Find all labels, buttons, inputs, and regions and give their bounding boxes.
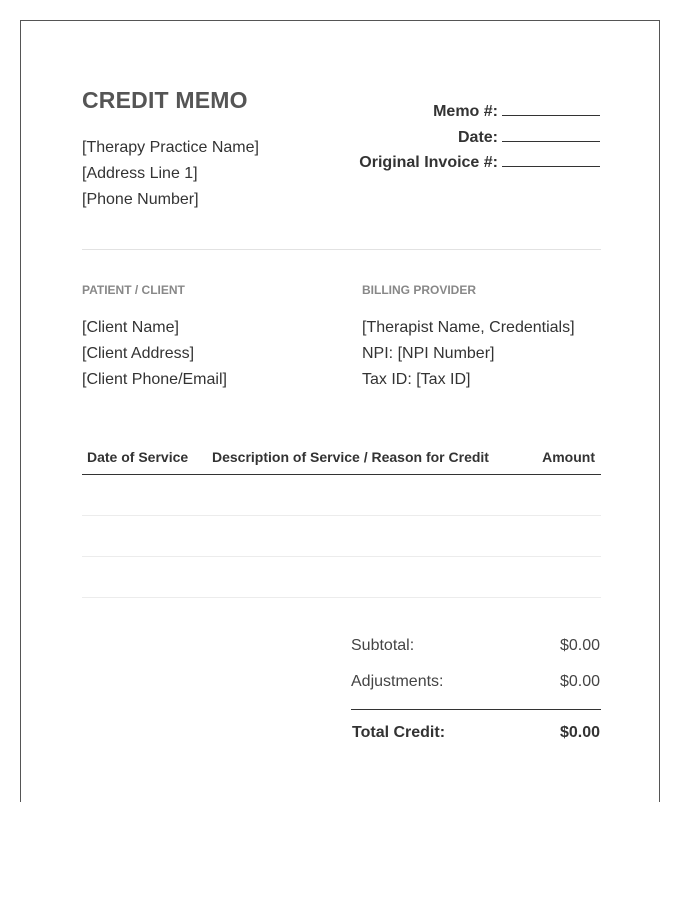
client-name: [Client Name] [82, 319, 179, 336]
memo-date-label: Date: [457, 129, 498, 146]
memo-number-field [300, 101, 600, 121]
subtotal-label: Subtotal: [351, 637, 415, 654]
table-row[interactable] [82, 475, 601, 515]
practice-name: [Therapy Practice Name] [82, 139, 259, 156]
original-invoice-label: Original Invoice #: [359, 154, 498, 171]
credit-memo-page [20, 20, 660, 802]
provider-npi: NPI: [NPI Number] [362, 345, 495, 362]
total-rule [351, 709, 601, 710]
practice-phone: [Phone Number] [82, 191, 199, 208]
memo-number-label: Memo #: [433, 103, 498, 120]
patient-heading: PATIENT / CLIENT [82, 283, 185, 297]
original-invoice-blank[interactable] [502, 152, 600, 167]
column-header-date: Date of Service [87, 449, 189, 465]
document-title: CREDIT MEMO [82, 87, 248, 113]
total-credit-label: Total Credit: [352, 724, 446, 741]
column-header-amount: Amount [542, 449, 595, 465]
column-header-description: Description of Service / Reason for Credit [212, 449, 489, 465]
memo-date-field [300, 127, 600, 147]
therapist-name: [Therapist Name, Credentials] [362, 319, 575, 336]
practice-address: [Address Line 1] [82, 165, 198, 182]
provider-heading: BILLING PROVIDER [362, 283, 477, 297]
adjustments-label: Adjustments: [351, 673, 444, 690]
header-divider [82, 249, 601, 250]
client-contact: [Client Phone/Email] [82, 371, 227, 388]
original-invoice-field [300, 152, 600, 172]
memo-number-blank[interactable] [502, 101, 600, 116]
adjustments-value: $0.00 [559, 673, 600, 690]
table-row[interactable] [82, 516, 601, 556]
subtotal-value: $0.00 [559, 637, 600, 654]
total-credit-value: $0.00 [559, 724, 600, 741]
memo-date-blank[interactable] [502, 127, 600, 142]
table-row-divider [82, 597, 601, 598]
client-address: [Client Address] [82, 345, 195, 362]
provider-tax-id: Tax ID: [Tax ID] [362, 371, 471, 388]
table-row[interactable] [82, 557, 601, 597]
